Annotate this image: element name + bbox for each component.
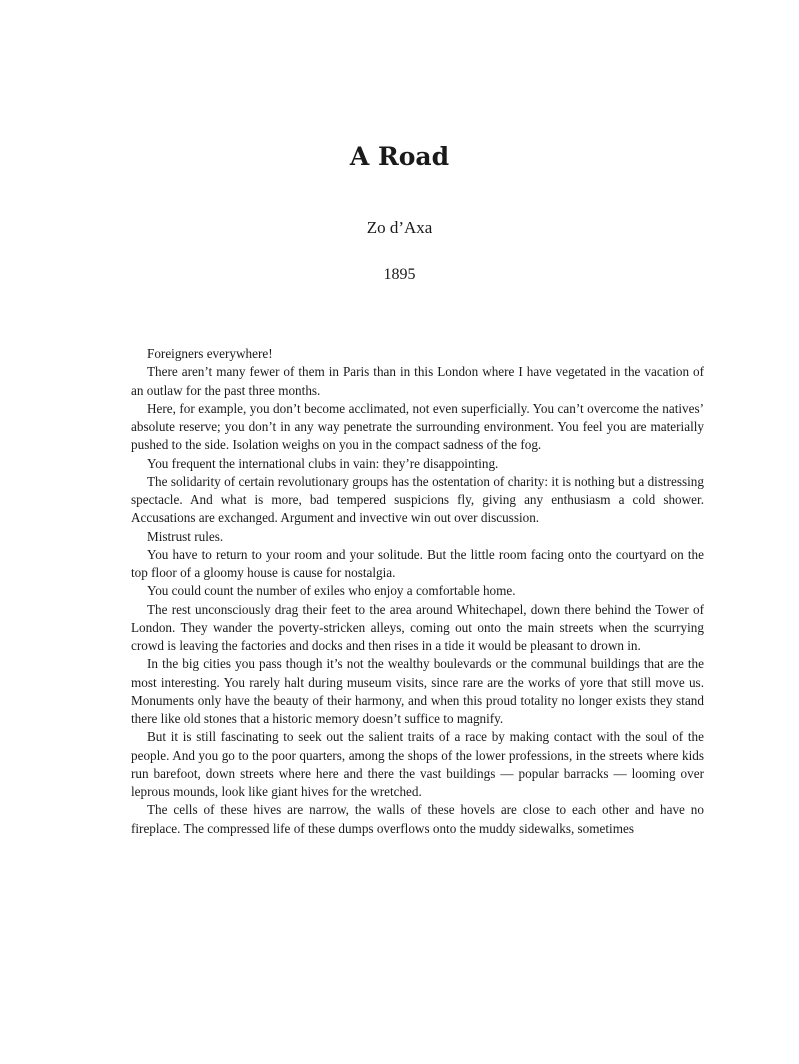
paragraph: Mistrust rules. (147, 528, 224, 544)
paragraph: You could count the number of exiles who enjoy a comfortable home. (147, 583, 516, 599)
document-body (131, 345, 704, 838)
paragraph: But it is still fascinating to seek out the salient traits of a race by making contact with the soul of the people. And you go to the poor quarters, among the shops of the lower professions, in the streets where kids run barefoot, down streets where here and there the vast buildings — popular barracks — looming over leprous mounds, look like giant hives for the wretched. (131, 729, 704, 799)
paragraph: In the big cities you pass though it’s not the wealthy boulevards or the communal buildings that are the most interesting. You rarely halt during museum visits, since rare are the works of yore that still move us. Monuments only have the beauty of their harmony, and when this proud totality no longer exists they stand there like old stones that a historic memory doesn’t suffice to magnify. (131, 656, 704, 726)
paragraph: You frequent the international clubs in vain: they’re disappointing. (147, 455, 499, 471)
paragraph: The cells of these hives are narrow, the walls of these hovels are close to each other and have no fireplace. The compressed life of these dumps overflows onto the muddy sidewalks, sometimes (131, 802, 704, 836)
paragraph: There aren’t many fewer of them in Paris than in this London where I have vegetated in the vacation of an outlaw for the past three months. (131, 364, 704, 398)
paragraph: The solidarity of certain revolutionary groups has the ostentation of charity: it is nothing but a distressing spectacle. And what is more, bad tempered suspicions fly, giving any enthusiasm a cold shower. Accusations are exchanged. Argument and invective win out over discussion. (131, 473, 704, 526)
paragraph: Here, for example, you don’t become acclimated, not even superficially. You can’t overcome the natives’ absolute reserve; you don’t in any way penetrate the surrounding environment. You feel you are materially pushed to the side. Isolation weighs on you in the compact sadness of the fog. (131, 400, 704, 453)
paragraph: You have to return to your room and your solitude. But the little room facing onto the courtyard on the top floor of a gloomy house is cause for nostalgia. (131, 546, 704, 580)
document-year: 1895 (383, 266, 416, 283)
paragraph: Foreigners everywhere! (147, 346, 273, 361)
document-author: Zo d’Axa (366, 218, 433, 237)
document-title: A Road (349, 142, 450, 171)
paragraph: The rest unconsciously drag their feet to the area around Whitechapel, down there behind the Tower of London. They wander the poverty-stricken alleys, coming out onto the main streets when the scurrying crowd is leaving the factories and docks and then rises in a tide it would be pleasant to drown in. (131, 601, 704, 653)
